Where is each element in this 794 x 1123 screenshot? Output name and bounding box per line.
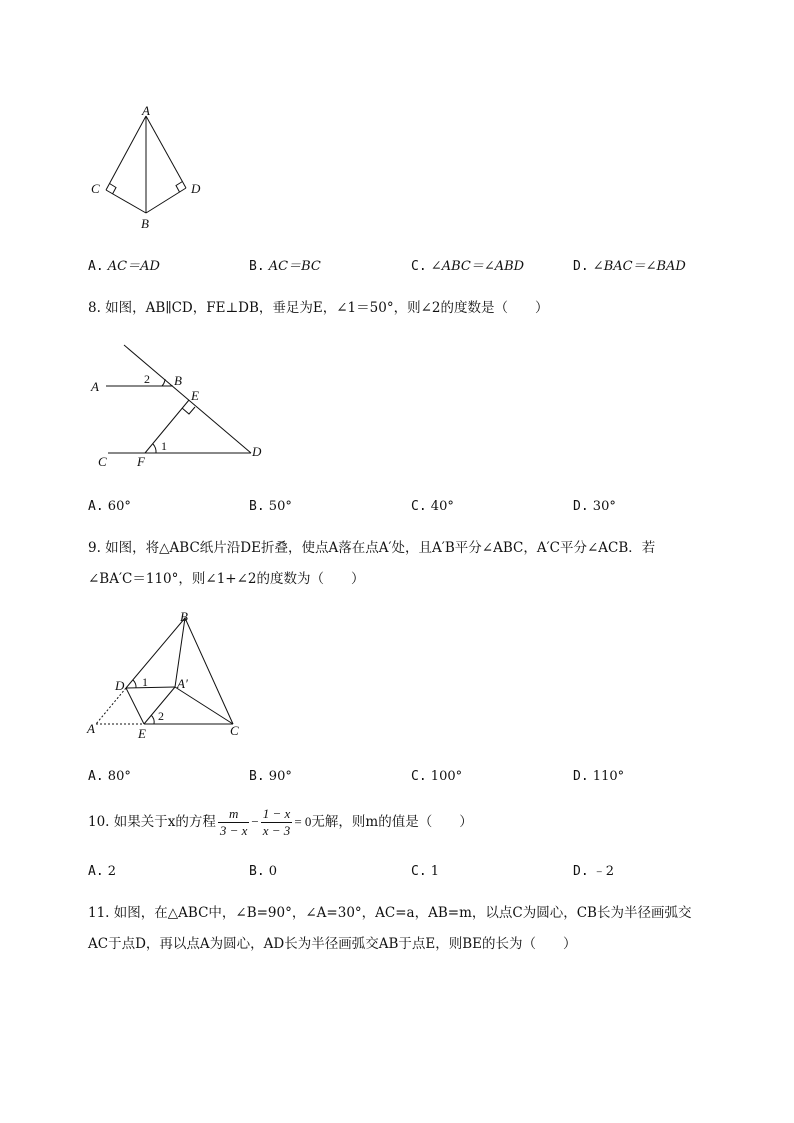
q10-fraction-1-numerator: m bbox=[218, 806, 250, 823]
label-C: C bbox=[230, 723, 239, 738]
q10-option-d[interactable]: D. ﹣2 bbox=[573, 864, 615, 879]
segment-DB bbox=[146, 188, 186, 213]
q11-stem-line2: AC于点D，再以点A为圆心，AD长为半径画弧交AB于点E，则BE的长为（ ） bbox=[88, 936, 577, 952]
q11-stem-line1: 11. 如图，在△ABC中，∠B=90°，∠A=30°，AC=a，AB=m，以点C为圆心，CB长为半径画弧交 bbox=[88, 905, 692, 921]
q9-option-d-text: 110° bbox=[592, 769, 625, 784]
q8-option-c-text: 40° bbox=[430, 499, 454, 514]
q8-option-d-text: 30° bbox=[592, 499, 616, 514]
q9-option-d[interactable]: D. 110° bbox=[573, 769, 625, 784]
label-angle-1: 1 bbox=[142, 675, 148, 689]
q9-option-b[interactable]: B. 90° bbox=[249, 769, 292, 784]
label-A-prime: A′ bbox=[177, 676, 188, 691]
q9-figure bbox=[80, 608, 260, 743]
label-A: A bbox=[91, 379, 99, 394]
q7-option-b-text: AC＝BC bbox=[268, 259, 321, 274]
segment-AD bbox=[146, 116, 186, 188]
q8-option-d[interactable]: D. 30° bbox=[573, 499, 616, 514]
angle-2-arc bbox=[151, 715, 154, 724]
q9-option-a[interactable]: A. 80° bbox=[88, 769, 131, 784]
label-D: D bbox=[191, 181, 201, 196]
label-B: B bbox=[180, 609, 188, 624]
q10-option-c-text: 1 bbox=[430, 864, 440, 879]
label-F: F bbox=[137, 454, 145, 469]
q10-stem-suffix: 无解，则m的值是（ ） bbox=[311, 814, 473, 830]
q10-fraction-2 bbox=[261, 806, 293, 839]
label-angle-2: 2 bbox=[144, 372, 150, 386]
q10-stem-prefix: 10. 如果关于x的方程 bbox=[88, 814, 216, 830]
q7-option-a[interactable]: A. AC＝AD bbox=[88, 259, 160, 274]
label-C: C bbox=[91, 181, 100, 196]
label-A: A bbox=[142, 103, 150, 118]
label-angle-2: 2 bbox=[158, 709, 164, 723]
label-angle-1: 1 bbox=[161, 439, 167, 453]
label-E: E bbox=[191, 388, 199, 403]
right-angle-mark-E bbox=[182, 407, 195, 414]
q10-stem bbox=[88, 806, 473, 839]
q8-option-a-text: 60° bbox=[107, 499, 131, 514]
transversal-line bbox=[124, 345, 251, 453]
label-B: B bbox=[174, 373, 182, 388]
q9-option-c[interactable]: C. 100° bbox=[411, 769, 463, 784]
q10-option-d-text: ﹣2 bbox=[592, 864, 615, 879]
q10-fraction-1 bbox=[218, 806, 250, 839]
q9-stem-line1: 9. 如图，将△ABC纸片沿DE折叠，使点A落在点A′处，且A′B平分∠ABC，A′C平分∠ACB．若 bbox=[88, 540, 656, 556]
q10-fraction-1-denominator: 3 − x bbox=[219, 823, 248, 838]
q9-option-b-text: 90° bbox=[268, 769, 292, 784]
label-A: A bbox=[87, 721, 95, 736]
q7-option-d[interactable]: D. ∠BAC＝∠BAD bbox=[573, 259, 686, 274]
label-E: E bbox=[138, 726, 146, 741]
q8-option-a[interactable]: A. 60° bbox=[88, 499, 131, 514]
dotted-segment-DA bbox=[96, 688, 126, 724]
segment-CB bbox=[106, 190, 146, 213]
q7-option-c[interactable]: C. ∠ABC＝∠ABD bbox=[411, 259, 525, 274]
q10-fraction-2-denominator: x − 3 bbox=[262, 823, 291, 838]
q9-stem-line2: ∠BA′C＝110°，则∠1+∠2的度数为（ ） bbox=[88, 571, 365, 587]
label-C: C bbox=[98, 454, 107, 469]
angle-2-arc bbox=[162, 379, 165, 386]
q8-option-b[interactable]: B. 50° bbox=[249, 499, 292, 514]
q7-option-c-text: ∠ABC＝∠ABD bbox=[430, 259, 525, 274]
label-D: D bbox=[252, 444, 262, 459]
label-B: B bbox=[141, 216, 149, 231]
q10-option-a-text: 2 bbox=[107, 864, 117, 879]
label-D: D bbox=[115, 678, 125, 693]
q9-option-c-text: 100° bbox=[430, 769, 463, 784]
q10-option-b[interactable]: B. 0 bbox=[249, 864, 278, 879]
q7-option-d-text: ∠BAC＝∠BAD bbox=[592, 259, 686, 274]
segment-DA1 bbox=[126, 687, 175, 688]
q10-option-a[interactable]: A. 2 bbox=[88, 864, 117, 879]
angle-1-arc bbox=[153, 444, 156, 453]
q8-option-c[interactable]: C. 40° bbox=[411, 499, 454, 514]
q8-figure bbox=[88, 338, 278, 473]
q7-figure bbox=[80, 100, 220, 235]
q9-option-a-text: 80° bbox=[107, 769, 131, 784]
q10-fraction-2-numerator: 1 − x bbox=[262, 806, 291, 821]
q8-option-b-text: 50° bbox=[268, 499, 292, 514]
q10-option-b-text: 0 bbox=[268, 864, 278, 879]
q7-option-b[interactable]: B. AC＝BC bbox=[249, 259, 321, 274]
q10-equals-zero: = 0 bbox=[294, 814, 312, 829]
q10-minus: − bbox=[251, 814, 259, 829]
angle-1-arc bbox=[133, 680, 136, 688]
segment-AC bbox=[106, 116, 146, 190]
q10-option-c[interactable]: C. 1 bbox=[411, 864, 440, 879]
segment-DE bbox=[126, 688, 144, 724]
q8-stem: 8. 如图，AB∥CD，FE⊥DB，垂足为E，∠1＝50°，则∠2的度数是（ ） bbox=[88, 300, 549, 316]
q7-option-a-text: AC＝AD bbox=[107, 259, 160, 274]
